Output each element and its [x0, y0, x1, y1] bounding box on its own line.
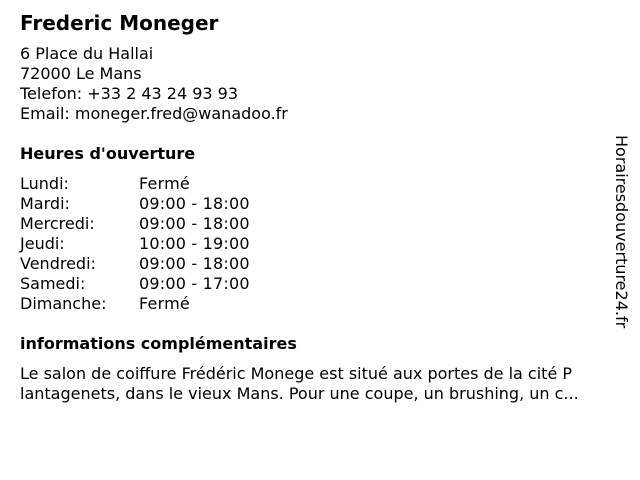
hours-value: 09:00 - 18:00 [139, 254, 250, 273]
day-label: Samedi: [20, 274, 86, 293]
day-label: Jeudi: [20, 234, 65, 253]
hours-value: 09:00 - 17:00 [139, 274, 250, 293]
business-name: Frederic Moneger [20, 11, 219, 35]
hours-value: Fermé [139, 174, 190, 193]
description-line: Le salon de coiffure Frédéric Monege est situé aux portes de la cité P [20, 364, 573, 383]
address-street: 6 Place du Hallai [20, 44, 154, 63]
site-watermark [610, 135, 634, 375]
additional-info-heading: informations complémentaires [20, 334, 297, 353]
opening-hours-heading: Heures d'ouverture [20, 144, 196, 163]
watermark-text: Horairesdouverture24.fr [612, 135, 631, 329]
day-label: Mardi: [20, 194, 70, 213]
hours-value: 10:00 - 19:00 [139, 234, 250, 253]
description-line: lantagenets, dans le vieux Mans. Pour une coupe, un brushing, un c... [20, 384, 579, 403]
address-city: 72000 Le Mans [20, 64, 142, 83]
email-text: Email: moneger.fred@wanadoo.fr [20, 104, 288, 123]
day-label: Mercredi: [20, 214, 95, 233]
day-label: Vendredi: [20, 254, 96, 273]
contact-block [20, 44, 288, 124]
hours-value: Fermé [139, 294, 190, 313]
day-label: Lundi: [20, 174, 69, 193]
additional-info-text [20, 364, 630, 404]
hours-value: 09:00 - 18:00 [139, 214, 250, 233]
hours-value: 09:00 - 18:00 [139, 194, 250, 213]
day-label: Dimanche: [20, 294, 107, 313]
phone-text: Telefon: +33 2 43 24 93 93 [20, 84, 239, 103]
